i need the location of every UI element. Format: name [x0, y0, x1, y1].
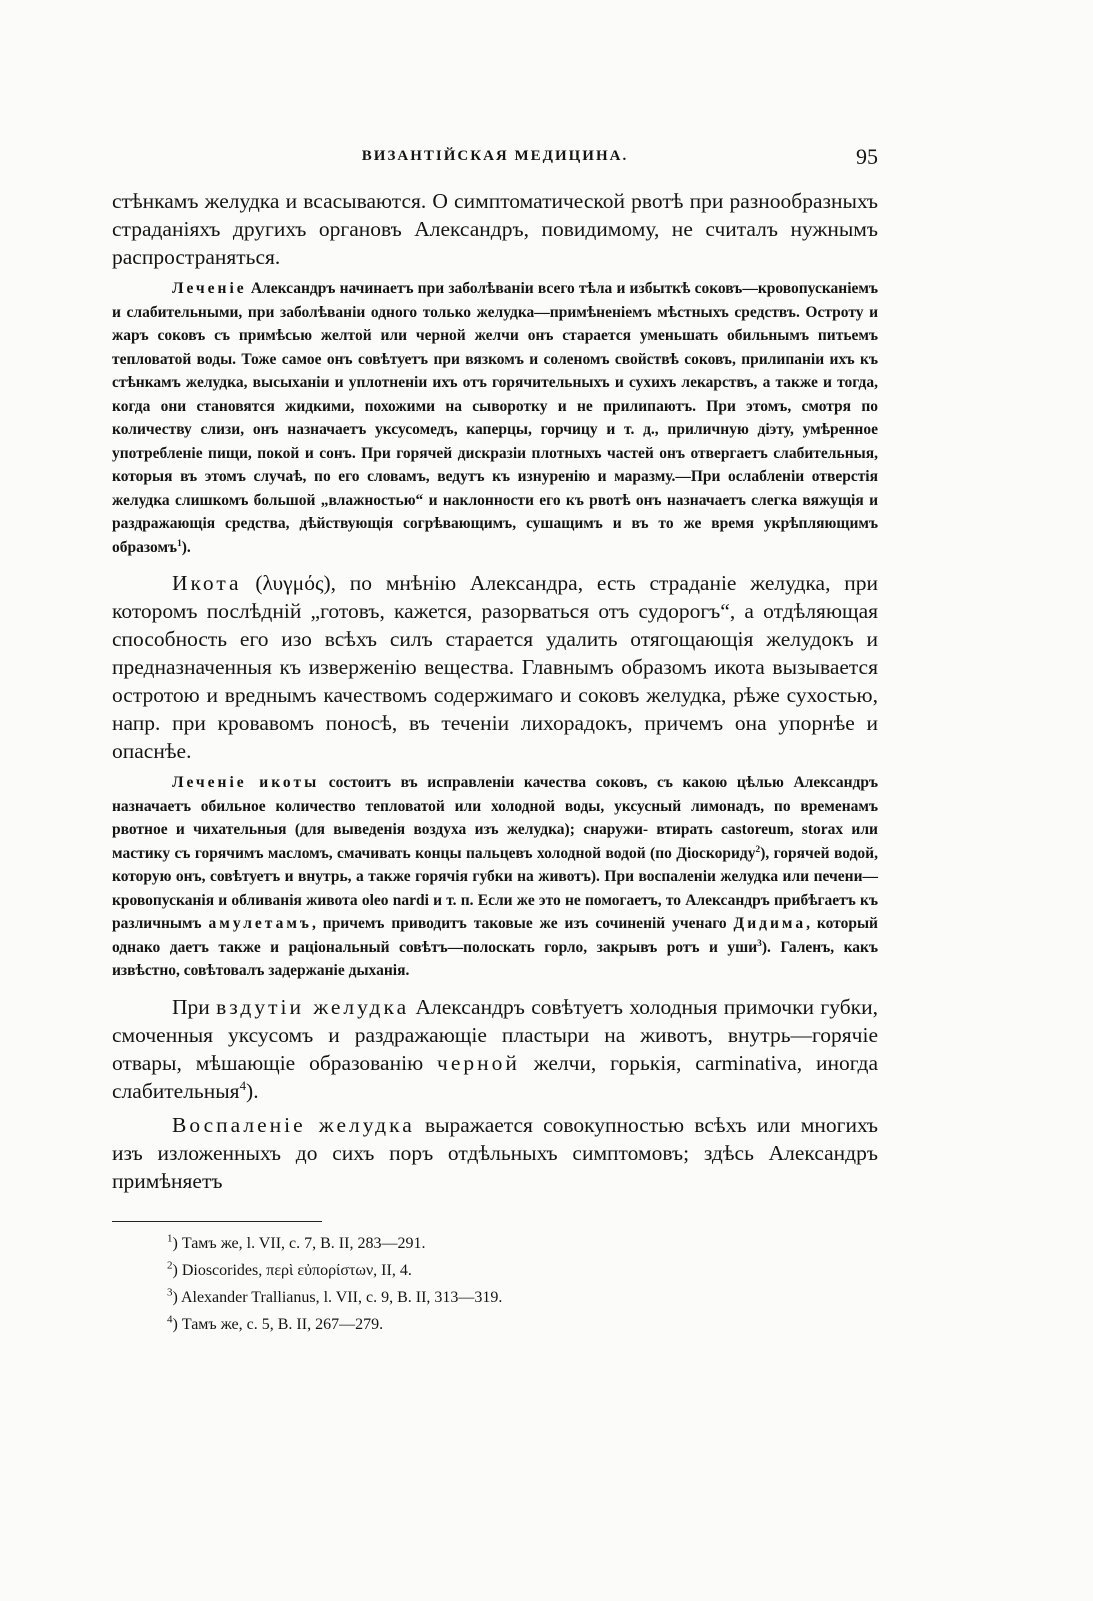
footnote-mark: 3: [167, 1286, 173, 1299]
running-head: ВИЗАНТІЙСКАЯ МЕДИЦИНА.: [361, 148, 629, 164]
hiccup-treatment-text-d: , который однако даетъ также и раціональный совѣтъ—полоскать горло, закрывъ ротъ и уши: [112, 915, 878, 956]
inflammation-text: выражается совокупностью всѣхъ или многихъ изъ изложенныхъ до сихъ поръ отдѣльныхъ симптомовъ; здѣсь Александръ примѣняетъ: [112, 1112, 878, 1193]
hiccup-treatment-text-c: , причемъ приводитъ таковые же изъ сочиненій ученаго: [311, 915, 734, 932]
paragraph-1: стѣнкамъ желудка и всасываются. О симптоматической рвотѣ при разнообразныхъ страданіяхъ другихъ органовъ Александръ, повидимому, не считалъ нужнымъ распространяться.: [112, 189, 878, 269]
hiccup-treatment-text-a: состоитъ въ исправленіи качества соковъ, съ какою цѣлью Александръ назначаетъ обильное количество тепловатой или холодной воды, уксусный лимонадъ, по временамъ рвотное и чихательныя (для выведенія воздуха изъ желудка); снаружи- втирать castoreum, storax или мастику съ горячимъ масломъ, смачивать концы пальцевъ холодной водой (по Діоскориду: [112, 774, 879, 862]
footnote-divider: [112, 1221, 322, 1222]
bloating-text-b: желчи, горькія, carminativa, иногда слабительныя: [112, 1050, 879, 1103]
paragraph-inflammation: [112, 1111, 878, 1195]
bloating-lead: При: [172, 994, 217, 1019]
hiccup-treatment-heading: Леченіе икоты: [172, 774, 320, 791]
page-number: 95: [856, 144, 878, 169]
footnote-1: [167, 1230, 878, 1257]
black-word: черной: [437, 1050, 520, 1075]
footnote-ref-2: 2: [755, 844, 761, 855]
footnote-text: ) Тамъ же, c. 5, B. II, 267—279.: [172, 1315, 384, 1333]
treatment-heading: Леченіе: [172, 280, 247, 297]
paragraph-hiccup-treatment: [112, 771, 878, 983]
paragraph-hiccup: [112, 569, 878, 765]
footnotes: [167, 1230, 878, 1338]
footnote-text: ) Тамъ же, l. VII, c. 7, B. II, 283—291.: [172, 1234, 426, 1252]
footnote-ref-4: 4: [239, 1078, 247, 1093]
footnote-mark: 1: [167, 1232, 173, 1245]
page-header: [112, 144, 878, 169]
footnote-2: [167, 1257, 878, 1284]
page: [112, 144, 879, 1338]
footnote-mark: 2: [167, 1259, 173, 1272]
paragraph-treatment: Леченіе Александръ начинаетъ при заболѣваніи всего тѣла и избыткѣ соковъ—кровопусканіемъ и слабительными, при заболѣваніи одного только желудка—примѣненіемъ мѣстныхъ средствъ. Остроту и жаръ соковъ съ примѣсью желтой или черной желчи онъ старается уменьшать обильнымъ питьемъ тепловатой воды. Тоже самое онъ совѣтуетъ при вязкомъ и соленомъ свойствѣ соковъ, прилипаніи ихъ къ стѣнкамъ желудка, высыханіи и уплотненіи ихъ отъ горячительныхъ и сухихъ лекарствъ, а также и тогда, когда они становятся жидкими, похожими на сыворотку и не прилипаютъ. При этомъ, смотря по количеству слизи, онъ назначаетъ уксусомедъ, каперцы, горчицу и т. д., приличную діэту, умѣренное употребленіе пищи, покой и сонъ. При горячей дискразіи плотныхъ частей онъ отвергаетъ слабительныя, которыя въ этомъ случаѣ, по его словамъ, ведутъ къ изнуренію и маразму.—При ослабленіи отверстія желудка слишкомъ большой „влажностью“ и наклонности его къ рвотѣ онъ назначаетъ слегка вяжущія и раздражающія средства, дѣйствующія согрѣвающимъ, сушащимъ и въ то же время укрѣпляющимъ образомъ$^1$).: [112, 280, 878, 556]
didymus-name: Дидима: [733, 915, 807, 932]
inflammation-heading: Воспаленіе желудка: [172, 1112, 415, 1137]
footnote-mark: 4: [167, 1313, 173, 1326]
footnote-ref-3: 3: [757, 938, 762, 949]
treatment-text: Александръ начинаетъ при заболѣваніи всего тѣла и избыткѣ соковъ—кровопусканіемъ и слабительными, при заболѣваніи одного только желудка—примѣненіемъ мѣстныхъ средствъ. Остроту и жаръ соковъ съ примѣсью желтой или черной желчи онъ старается уменьшать обильнымъ питьемъ тепловатой воды. Тоже самое онъ совѣтуетъ при вязкомъ и соленомъ свойствѣ соковъ, прилипаніи ихъ къ стѣнкамъ желудка, высыханіи и уплотненіи ихъ отъ горячительныхъ и сухихъ лекарствъ, а также и тогда, когда они становятся жидкими, похожими на сыворотку и не прилипаютъ. При этомъ, смотря по количеству слизи, онъ назначаетъ уксусомедъ, каперцы, горчицу и т. д., приличную діэту, умѣренное употребленіе пищи, покой и сонъ. При горячей дискразіи плотныхъ частей онъ отвергаетъ слабительныя, которыя въ этомъ случаѣ, по его словамъ, ведутъ къ изнуренію и маразму.—При ослабленіи отверстія желудка слишкомъ большой „влажностью“ и наклонности его къ рвотѣ онъ назначаетъ слегка вяжущія и раздражающія средства, дѣйствующія согрѣвающимъ, сушащимъ и въ то же время укрѣпляющимъ образомъ: [112, 280, 878, 556]
hiccup-treatment-text-b: ), горячей водой, которую онъ, совѣтуетъ и внутрь, а также горячія губки на животъ). При воспаленіи желудка или печени—кровопусканія и обливанія живота oleo nardi и т. п. Если же это не помогаетъ, то Александръ прибѣгаетъ къ различнымъ: [112, 844, 878, 932]
hiccup-heading: Икота: [172, 571, 242, 595]
amulets-word: амулетамъ: [208, 915, 312, 932]
footnote-text: ) Alexander Trallianus, l. VII, c. 9, B. II, 313—319.: [172, 1288, 503, 1306]
footnote-3: [167, 1284, 878, 1311]
footnote-4: [167, 1311, 878, 1338]
bloating-text-a: Александръ совѣтуетъ холодныя примочки губки, смоченныя уксусомъ и раздражающіе пластыри на животъ, внутрь—горячіе отвары, мѣшающіе образованію: [112, 994, 878, 1075]
bloating-text-c: ).: [246, 1078, 259, 1103]
hiccup-treatment-text-e: ). Галенъ, какъ извѣстно, совѣтовалъ задержаніе дыханія.: [112, 938, 878, 979]
footnote-text: ) Dioscorides, περὶ εὐπορίστων, II, 4.: [172, 1261, 412, 1279]
footnote-ref-1: 1: [177, 538, 182, 549]
paragraph-bloating: [112, 993, 878, 1105]
bloating-heading: вздутіи желудка: [216, 994, 410, 1019]
hiccup-text: (λυγμός), по мнѣнію Александра, есть страданіе желудка, при которомъ послѣдній „готовъ, кажется, разорваться отъ судорогъ“, а отдѣляющая способность его изо всѣхъ силъ старается удалить отягощающія желудокъ и предназначенныя къ изверженію вещества. Главнымъ образомъ икота вызывается остротою и вреднымъ качествомъ содержимаго и соковъ желудка, рѣже сухостью, напр. при кровавомъ поносѣ, въ теченіи лихорадокъ, причемъ она упорнѣе и опаснѣе.: [112, 571, 878, 763]
